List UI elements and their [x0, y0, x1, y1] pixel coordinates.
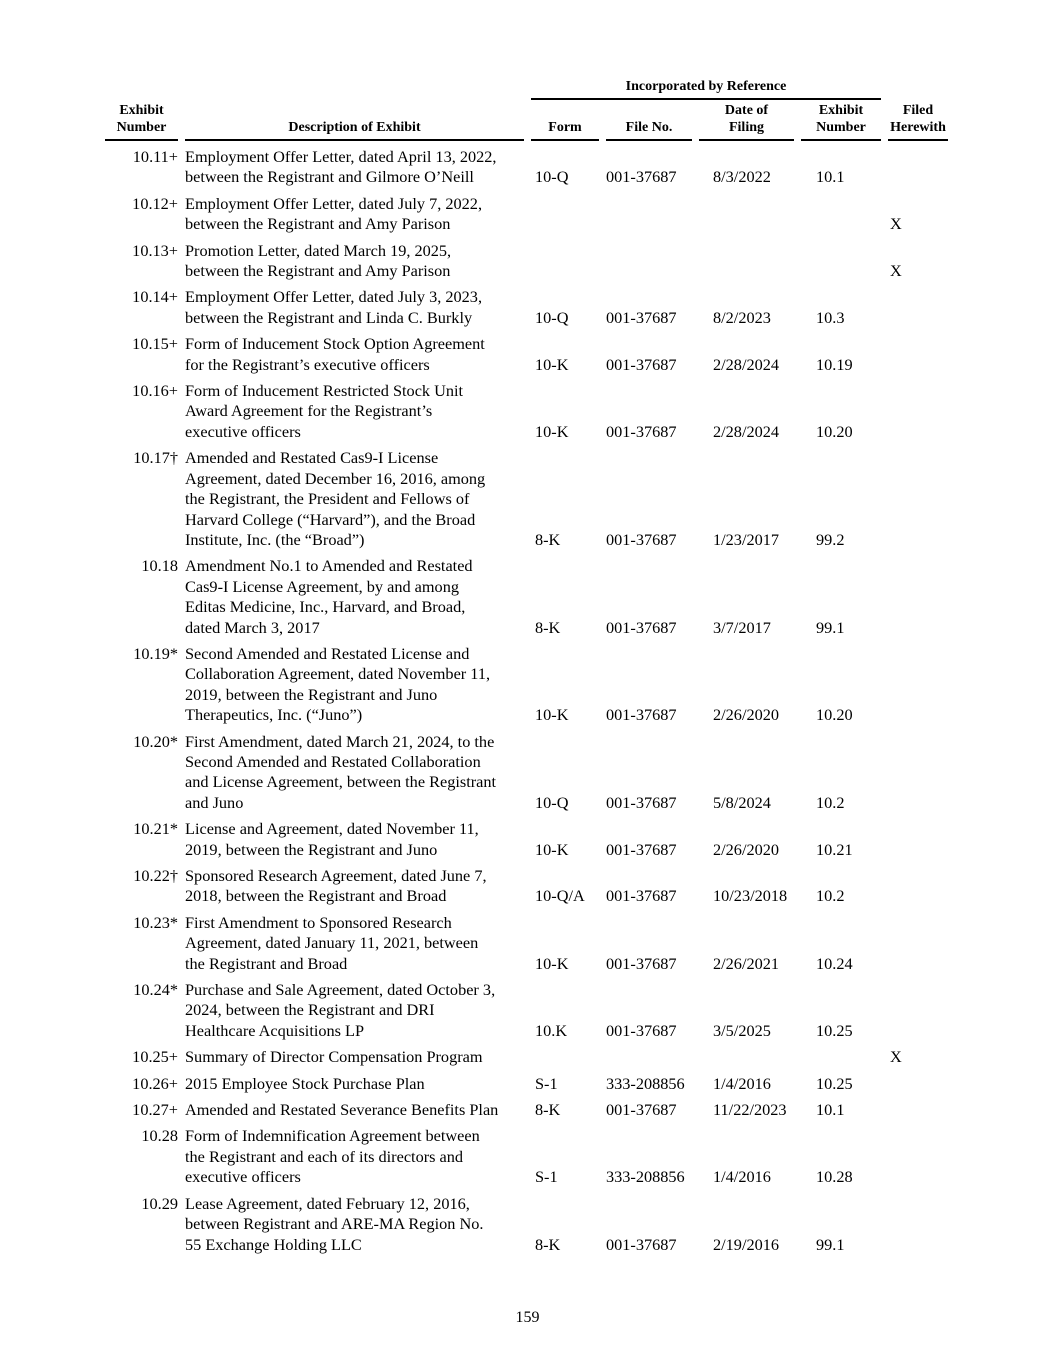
date-of-filing-cell: 3/7/2017: [713, 617, 771, 637]
filed-herewith-cell: [888, 1188, 948, 1255]
ref-exhibit-number-cell: 10.1: [816, 1100, 845, 1120]
description-cell: Second Amended and Restated License and Collaboration Agreement, dated November 11, 2019, between the Registrant and Juno Therapeutics, Inc. (“Juno”): [185, 643, 491, 725]
description-cell: Amendment No.1 to Amended and Restated Cas9-I License Agreement, by and among Editas Medicine, Inc., Harvard, and Broad, dated March 3, 2017: [185, 556, 473, 637]
date-of-filing-cell: 5/8/2024: [713, 792, 771, 812]
exhibit-number-cell: 10.23*: [133, 912, 178, 932]
ref-exhibit-number-cell: [801, 1041, 881, 1067]
exhibit-number-cell: 10.19*: [133, 643, 178, 663]
exhibit-index-table: [98, 68, 955, 1255]
table-row: [105, 281, 948, 328]
form-cell: 8-K: [535, 1100, 561, 1120]
column-header-filed-herewith: Filed Herewith: [888, 100, 948, 141]
page-number: 159: [515, 1309, 540, 1326]
form-cell: [531, 1041, 599, 1067]
exhibit-number-cell: 10.27+: [132, 1100, 178, 1120]
exhibit-number-cell: 10.29: [141, 1193, 178, 1213]
ref-exhibit-number-cell: 10.25: [816, 1020, 853, 1040]
date-of-filing-cell: 1/4/2016: [713, 1167, 771, 1187]
exhibit-number-cell: 10.26+: [132, 1073, 178, 1093]
description-cell: 2015 Employee Stock Purchase Plan: [185, 1073, 425, 1093]
description-cell: Lease Agreement, dated February 12, 2016, between Registrant and ARE-MA Region No. 55 Exchange Holding LLC: [185, 1193, 484, 1254]
description-cell: Sponsored Research Agreement, dated June 7, 2018, between the Registrant and Broad: [185, 866, 487, 906]
form-cell: 10.K: [535, 1020, 568, 1040]
date-of-filing-cell: 2/28/2024: [713, 354, 780, 374]
description-cell: Summary of Director Compensation Program: [185, 1047, 483, 1067]
ref-exhibit-number-cell: 10.20: [816, 421, 853, 441]
file-no-cell: 001-37687: [606, 705, 677, 725]
form-cell: [531, 188, 599, 235]
filed-herewith-cell: X: [890, 261, 902, 281]
table-row: [105, 907, 948, 974]
description-cell: Promotion Letter, dated March 19, 2025, between the Registrant and Amy Parison: [185, 240, 452, 281]
table-row: [105, 1094, 948, 1120]
filed-herewith-cell: X: [890, 214, 902, 234]
exhibit-number-cell: 10.12+: [132, 193, 178, 213]
description-cell: Form of Indemnification Agreement between the Registrant and each of its directors and executive officers: [185, 1126, 480, 1187]
table-row: [105, 188, 948, 235]
exhibit-number-cell: 10.18: [141, 556, 178, 576]
table-row: [105, 550, 948, 638]
ref-exhibit-number-cell: 10.24: [816, 953, 853, 973]
table-row: [105, 813, 948, 860]
filed-herewith-cell: X: [890, 1047, 902, 1067]
date-of-filing-cell: 1/4/2016: [713, 1073, 771, 1093]
exhibit-number-cell: 10.22†: [133, 866, 178, 885]
table-row: [105, 141, 948, 188]
file-no-cell: 001-37687: [606, 1100, 677, 1120]
form-cell: 10-Q: [535, 792, 569, 812]
ref-exhibit-number-cell: 10.2: [816, 792, 845, 812]
description-cell: Employment Offer Letter, dated July 3, 2023, between the Registrant and Linda C. Burkly: [185, 287, 483, 327]
date-of-filing-cell: 11/22/2023: [713, 1100, 787, 1120]
date-of-filing-cell: [699, 235, 794, 282]
exhibit-number-cell: 10.15+: [132, 334, 178, 354]
file-no-cell: 001-37687: [606, 886, 677, 906]
description-cell: Form of Inducement Restricted Stock Unit Award Agreement for the Registrant’s executive officers: [185, 381, 464, 441]
table-row: [105, 1068, 948, 1094]
file-no-cell: 001-37687: [606, 421, 677, 441]
form-cell: 8-K: [535, 617, 561, 637]
filed-herewith-cell: [888, 726, 948, 814]
table-header: [105, 68, 948, 141]
table-row: [105, 974, 948, 1041]
file-no-cell: 001-37687: [606, 354, 677, 374]
file-no-cell: 001-37687: [606, 839, 677, 859]
description-cell: First Amendment, dated March 21, 2024, to the Second Amended and Restated Collaboration and License Agreement, between the Registrant and Juno: [185, 731, 497, 812]
exhibit-number-cell: 10.28: [141, 1126, 178, 1146]
form-cell: 10-K: [535, 839, 569, 859]
description-cell: License and Agreement, dated November 11, 2019, between the Registrant and Juno: [185, 819, 479, 859]
date-of-filing-cell: 2/26/2020: [713, 705, 780, 725]
exhibit-number-cell: 10.16+: [132, 381, 178, 401]
date-of-filing-cell: 2/26/2020: [713, 839, 780, 859]
description-cell: Purchase and Sale Agreement, dated October 3, 2024, between the Registrant and DRI Healthcare Acquisitions LP: [185, 980, 496, 1040]
ref-exhibit-number-cell: 10.20: [816, 705, 853, 725]
description-cell: Amended and Restated Severance Benefits Plan: [185, 1100, 499, 1120]
file-no-cell: 001-37687: [606, 529, 677, 549]
filed-herewith-cell: [888, 328, 948, 375]
date-of-filing-cell: 8/3/2022: [713, 167, 771, 187]
ref-exhibit-number-cell: 99.2: [816, 529, 845, 549]
filed-herewith-cell: [888, 907, 948, 974]
file-no-cell: 001-37687: [606, 953, 677, 973]
header-spacer-right: [888, 68, 948, 100]
column-header-form: Form: [531, 100, 599, 141]
date-of-filing-cell: 10/23/2018: [713, 886, 788, 906]
form-cell: 10-K: [535, 354, 569, 374]
file-no-cell: 333-208856: [606, 1073, 685, 1093]
date-of-filing-cell: 2/19/2016: [713, 1234, 780, 1254]
file-no-cell: [606, 188, 692, 235]
exhibit-number-cell: 10.20*: [133, 731, 178, 751]
date-of-filing-cell: 1/23/2017: [713, 529, 780, 549]
description-cell: Employment Offer Letter, dated April 13, 2022, between the Registrant and Gilmore O’Neill: [185, 147, 497, 187]
ref-exhibit-number-cell: 10.28: [816, 1167, 853, 1187]
column-header-exhibit-number: Exhibit Number: [105, 100, 178, 141]
filed-herewith-cell: [888, 281, 948, 328]
file-no-cell: [606, 235, 692, 282]
exhibit-number-cell: 10.17†: [133, 448, 178, 468]
table-row: [105, 235, 948, 282]
filed-herewith-cell: [888, 442, 948, 550]
table-row: [105, 860, 948, 907]
file-no-cell: 001-37687: [606, 617, 677, 637]
form-cell: 10-K: [535, 953, 569, 973]
table-row: [105, 1041, 948, 1067]
ref-exhibit-number-cell: 10.3: [816, 307, 845, 327]
form-cell: 10-Q/A: [535, 886, 585, 906]
filed-herewith-cell: [888, 1094, 948, 1120]
form-cell: 10-Q: [535, 307, 569, 327]
filed-herewith-cell: [888, 141, 948, 188]
column-header-row: [105, 100, 948, 141]
date-of-filing-cell: 2/26/2021: [713, 953, 780, 973]
ref-exhibit-number-cell: 99.1: [816, 617, 845, 637]
table-row: [105, 726, 948, 814]
form-cell: [531, 235, 599, 282]
form-cell: S-1: [535, 1167, 558, 1187]
date-of-filing-cell: [699, 188, 794, 235]
date-of-filing-cell: 8/2/2023: [713, 307, 771, 327]
header-spacer-left: [105, 68, 524, 100]
file-no-cell: 001-37687: [606, 167, 677, 187]
date-of-filing-cell: [699, 1041, 794, 1067]
form-cell: S-1: [535, 1073, 558, 1093]
file-no-cell: 001-37687: [606, 1234, 677, 1254]
table-row: [105, 442, 948, 550]
filed-herewith-cell: [888, 1120, 948, 1187]
filed-herewith-cell: [888, 813, 948, 860]
column-header-date-of-filing: Date of Filing: [699, 100, 794, 141]
description-cell: First Amendment to Sponsored Research Agreement, dated January 11, 2021, between the Registrant and Broad: [185, 912, 479, 973]
ref-exhibit-number-cell: [801, 235, 881, 282]
exhibit-number-cell: 10.21*: [133, 819, 178, 839]
description-cell: Form of Inducement Stock Option Agreement for the Registrant’s executive officers: [185, 334, 485, 374]
form-cell: 10-K: [535, 421, 569, 441]
date-of-filing-cell: 3/5/2025: [713, 1020, 771, 1040]
ref-exhibit-number-cell: 10.21: [816, 839, 853, 859]
column-header-ref-exhibit-number: Exhibit Number: [801, 100, 881, 141]
description-cell: Amended and Restated Cas9-I License Agreement, dated December 16, 2016, among the Registrant, the President and Fellows of Harvard College (“Harvard”), and the Broad Institute, Inc. (the “Broad”): [185, 448, 486, 549]
form-cell: 8-K: [535, 1234, 561, 1254]
table-row: [105, 1188, 948, 1255]
file-no-cell: 333-208856: [606, 1167, 685, 1187]
ref-exhibit-number-cell: 99.1: [816, 1234, 845, 1254]
file-no-cell: 001-37687: [606, 307, 677, 327]
description-cell: Employment Offer Letter, dated July 7, 2022, between the Registrant and Amy Parison: [185, 193, 483, 234]
exhibit-number-cell: 10.24*: [133, 980, 178, 1000]
exhibit-number-cell: 10.13+: [132, 240, 178, 260]
column-header-file-no: File No.: [606, 100, 692, 141]
form-cell: 10-Q: [535, 167, 569, 187]
filed-herewith-cell: [888, 375, 948, 442]
ref-exhibit-number-cell: [801, 188, 881, 235]
ref-exhibit-number-cell: 10.1: [816, 167, 845, 187]
filed-herewith-cell: [888, 974, 948, 1041]
filed-herewith-cell: [888, 1068, 948, 1094]
file-no-cell: 001-37687: [606, 1020, 677, 1040]
table-row: [105, 1120, 948, 1187]
exhibit-number-cell: 10.11+: [132, 147, 178, 166]
form-cell: 8-K: [535, 529, 561, 549]
form-cell: 10-K: [535, 705, 569, 725]
table-row: [105, 638, 948, 726]
table-row: [105, 328, 948, 375]
file-no-cell: 001-37687: [606, 792, 677, 812]
column-header-description: Description of Exhibit: [185, 100, 524, 141]
filed-herewith-cell: [888, 638, 948, 726]
exhibit-number-cell: 10.14+: [132, 287, 178, 307]
incorporated-by-reference-header: Incorporated by Reference: [531, 68, 881, 100]
date-of-filing-cell: 2/28/2024: [713, 421, 780, 441]
incorporated-by-reference-row: [105, 68, 948, 100]
filed-herewith-cell: [888, 550, 948, 638]
exhibit-number-cell: 10.25+: [132, 1047, 178, 1067]
table-body: [105, 141, 948, 1255]
ref-exhibit-number-cell: 10.25: [816, 1073, 853, 1093]
file-no-cell: [606, 1041, 692, 1067]
ref-exhibit-number-cell: 10.2: [816, 886, 845, 906]
table-row: [105, 375, 948, 442]
ref-exhibit-number-cell: 10.19: [816, 354, 853, 374]
filed-herewith-cell: [888, 860, 948, 907]
